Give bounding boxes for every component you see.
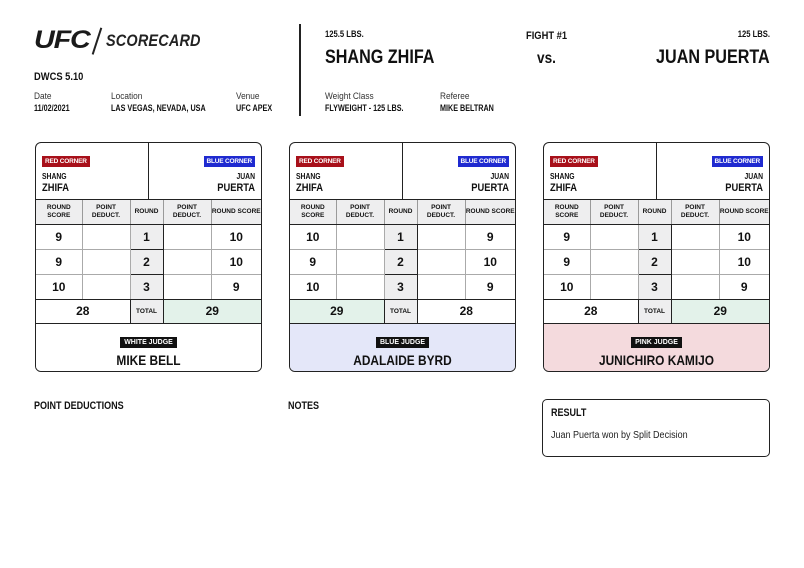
judge-card-white [35,142,262,372]
blue-fighter-first-name: JUAN [490,172,509,181]
blue-round-score-header: ROUND SCORE [719,200,769,224]
ufc-scorecard-logo [34,26,217,55]
judge-card-pink [543,142,770,372]
judge-card-blue [289,142,516,372]
venue-value: UFC APEX [236,103,273,113]
blue-corner-badge: BLUE CORNER [204,156,255,167]
blue-fighter-weight: 125 LBS. [737,29,770,39]
red-total: 29 [290,299,384,323]
blue-round-score-header: ROUND SCORE [465,200,515,224]
referee-value: MIKE BELTRAN [440,103,494,113]
blue-round-score: 9 [465,274,515,299]
round-number: 3 [384,274,417,299]
red-point-deduct-header: POINT DEDUCT. [82,200,130,224]
red-point-deduction [336,274,384,299]
judge-badge: WHITE JUDGE [120,337,177,348]
header-divider [299,24,301,116]
red-point-deduction [590,249,638,274]
blue-round-score: 10 [465,249,515,274]
blue-fighter-last-name: PUERTA [725,182,763,194]
red-point-deduct-header: POINT DEDUCT. [590,200,638,224]
score-table [290,200,515,324]
versus-label: vs. [537,50,556,67]
round-number: 1 [130,224,163,249]
red-fighter-first-name: SHANG [42,172,67,181]
red-fighter-last-name: ZHIFA [42,182,70,194]
round-number: 2 [384,249,417,274]
blue-point-deduction [671,274,719,299]
round-header: ROUND [384,200,417,224]
round-row [290,224,515,249]
blue-total: 29 [163,299,261,323]
score-table [36,200,261,324]
score-table [544,200,769,324]
round-number: 2 [130,249,163,274]
red-point-deduction [82,224,130,249]
red-round-score: 9 [544,224,590,249]
location-value: LAS VEGAS, NEVADA, USA [111,103,206,113]
fight-number: FIGHT #1 [526,30,568,42]
blue-point-deduction [163,249,211,274]
total-row [36,299,261,323]
judge-name: MIKE BELL [116,351,181,368]
event-name: DWCS 5.10 [34,71,84,83]
red-point-deduct-header: POINT DEDUCT. [336,200,384,224]
weight-class-label: Weight Class [325,91,374,101]
blue-fighter-name: JUAN PUERTA [656,47,770,68]
round-number: 1 [638,224,671,249]
red-corner-badge: RED CORNER [42,156,90,167]
score-table-header [36,200,261,224]
score-table-header [544,200,769,224]
total-row [544,299,769,323]
round-row [290,274,515,299]
point-deductions-title: POINT DEDUCTIONS [34,400,124,412]
judge-info [290,324,515,373]
location-label: Location [111,91,143,101]
round-row [290,249,515,274]
referee-label: Referee [440,91,470,101]
date-field [34,91,79,113]
blue-point-deduction [417,249,465,274]
red-round-score: 9 [36,224,82,249]
date-value: 11/02/2021 [34,103,70,113]
blue-point-deduction [671,224,719,249]
blue-round-score: 9 [211,274,261,299]
blue-round-score-header: ROUND SCORE [211,200,261,224]
referee-field [440,91,507,113]
round-row [36,274,261,299]
blue-corner-badge: BLUE CORNER [712,156,763,167]
blue-corner-badge: BLUE CORNER [458,156,509,167]
red-point-deduction [336,249,384,274]
blue-fighter-last-name: PUERTA [471,182,509,194]
blue-round-score: 10 [211,249,261,274]
blue-corner-cell [657,143,769,199]
blue-point-deduction [163,274,211,299]
blue-point-deduction [417,224,465,249]
red-point-deduction [336,224,384,249]
red-round-score-header: ROUND SCORE [36,200,82,224]
red-fighter-first-name: SHANG [550,172,575,181]
red-round-score-header: ROUND SCORE [544,200,590,224]
red-round-score: 10 [290,274,336,299]
red-round-score: 10 [290,224,336,249]
result-text: Juan Puerta won by Split Decision [551,430,688,441]
round-number: 3 [638,274,671,299]
red-corner-badge: RED CORNER [550,156,598,167]
blue-round-score: 10 [719,224,769,249]
blue-fighter-last-name: PUERTA [217,182,255,194]
weight-class-value: FLYWEIGHT - 125 LBS. [325,103,404,113]
blue-round-score: 10 [211,224,261,249]
red-corner-cell [36,143,149,199]
blue-point-deduct-header: POINT DEDUCT. [417,200,465,224]
weight-class-field [325,91,423,113]
blue-fighter-first-name: JUAN [744,172,763,181]
red-corner-cell [544,143,657,199]
red-total: 28 [544,299,638,323]
red-fighter-weight: 125.5 LBS. [325,29,364,39]
red-round-score: 9 [544,249,590,274]
red-round-score: 9 [290,249,336,274]
red-fighter-last-name: ZHIFA [550,182,578,194]
round-number: 3 [130,274,163,299]
blue-point-deduct-header: POINT DEDUCT. [163,200,211,224]
blue-corner-cell [149,143,261,199]
total-label: TOTAL [638,299,671,323]
total-label: TOTAL [130,299,163,323]
red-point-deduction [82,249,130,274]
total-row [290,299,515,323]
blue-total: 29 [671,299,769,323]
result-title: RESULT [551,407,587,419]
round-row [36,224,261,249]
red-round-score: 9 [36,249,82,274]
venue-label: Venue [236,91,260,101]
score-table-header [290,200,515,224]
round-row [544,249,769,274]
blue-round-score: 10 [719,249,769,274]
blue-round-score: 9 [719,274,769,299]
red-point-deduction [590,274,638,299]
round-header: ROUND [130,200,163,224]
date-label: Date [34,91,52,101]
red-corner-badge: RED CORNER [296,156,344,167]
total-label: TOTAL [384,299,417,323]
result-box [542,399,770,457]
red-corner-cell [290,143,403,199]
judge-badge: BLUE JUDGE [376,337,429,348]
red-fighter-name: SHANG ZHIFA [325,47,435,68]
ufc-logo: UFC [34,26,90,54]
judge-name: ADALAIDE BYRD [353,351,452,368]
red-fighter-last-name: ZHIFA [296,182,324,194]
round-number: 2 [638,249,671,274]
blue-corner-cell [403,143,515,199]
red-point-deduction [82,274,130,299]
corner-header [290,143,515,200]
round-header: ROUND [638,200,671,224]
corner-header [36,143,261,200]
blue-total: 28 [417,299,515,323]
judge-info [544,324,769,373]
location-field [111,91,229,113]
red-round-score-header: ROUND SCORE [290,200,336,224]
blue-point-deduct-header: POINT DEDUCT. [671,200,719,224]
round-row [544,274,769,299]
red-fighter-first-name: SHANG [296,172,321,181]
judge-badge: PINK JUDGE [631,337,682,348]
red-round-score: 10 [36,274,82,299]
judge-info [36,324,261,373]
venue-field [236,91,281,113]
red-total: 28 [36,299,130,323]
red-round-score: 10 [544,274,590,299]
round-row [544,224,769,249]
judge-name: JUNICHIRO KAMIJO [598,351,715,368]
round-row [36,249,261,274]
blue-round-score: 9 [465,224,515,249]
blue-point-deduction [417,274,465,299]
notes-title: NOTES [288,400,320,412]
corner-header [544,143,769,200]
round-number: 1 [384,224,417,249]
scorecard-title: SCORECARD [105,30,201,50]
red-point-deduction [590,224,638,249]
blue-fighter-first-name: JUAN [236,172,255,181]
blue-point-deduction [163,224,211,249]
blue-point-deduction [671,249,719,274]
